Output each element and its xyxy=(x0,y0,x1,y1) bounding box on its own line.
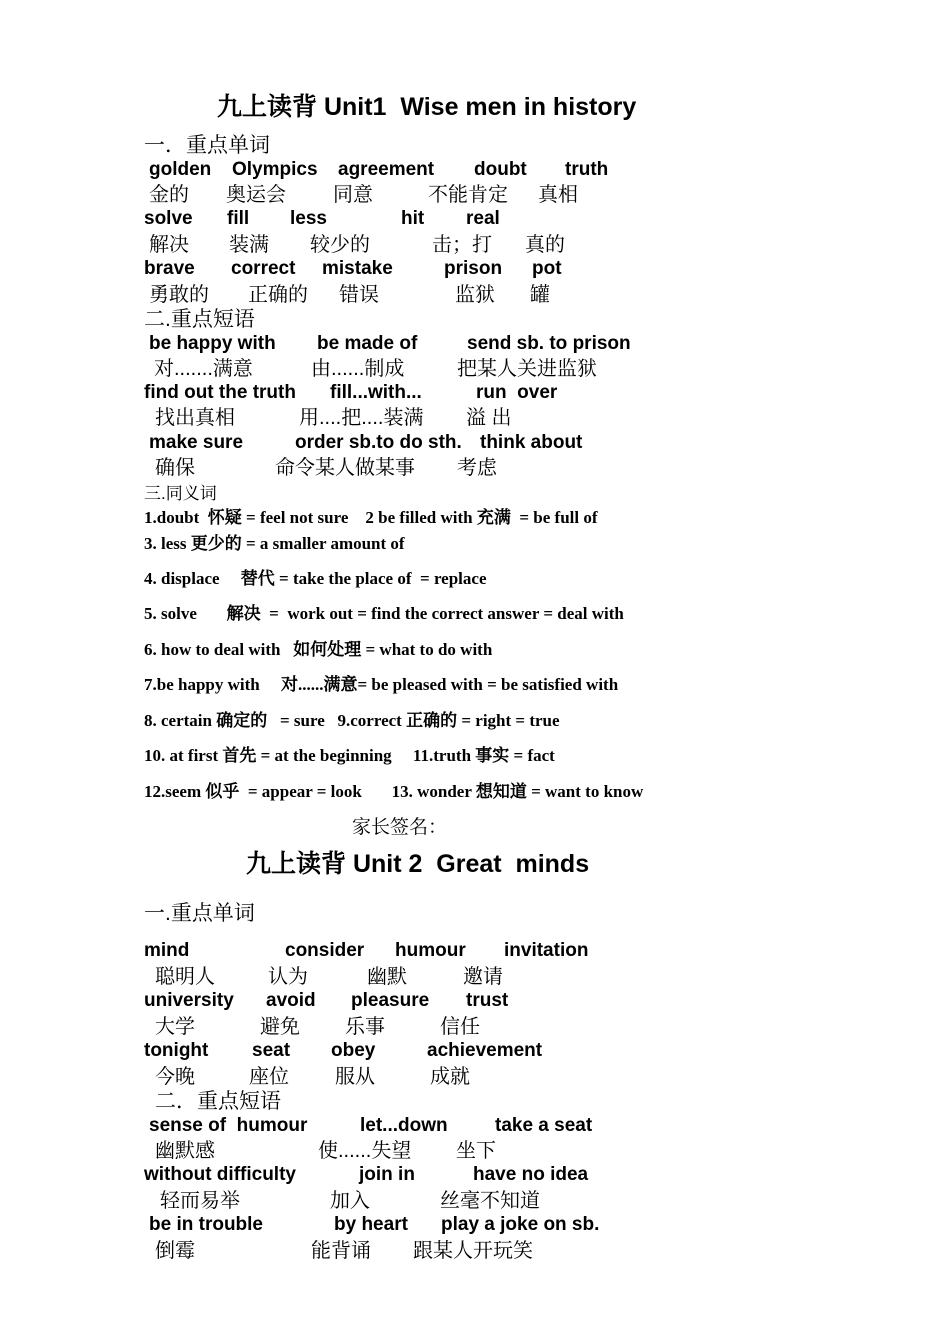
phrase-en: fill...with... xyxy=(330,382,422,403)
word-zh: 邀请 xyxy=(463,966,503,988)
phrase-zh: 考虑 xyxy=(457,457,497,479)
synonym-line: 8. certain 确定的 = sure 9.correct 正确的 = right = true xyxy=(144,711,560,730)
phrase-zh: 用....把....装满 xyxy=(299,407,424,429)
word-en: fill xyxy=(227,208,250,229)
word-en: achievement xyxy=(427,1040,543,1061)
synonym-line: 5. solve 解决 = work out = find the correct answer = deal with xyxy=(144,604,624,623)
phrase-zh: 加入 xyxy=(330,1190,370,1212)
word-zh: 同意 xyxy=(333,184,373,206)
phrase-zh: 确保 xyxy=(155,457,195,479)
unit1-section-synonyms: 三.同义词 xyxy=(144,484,217,503)
unit1-phrases-zh-row xyxy=(0,408,950,432)
parent-signature-label: 家长签名： xyxy=(352,817,448,838)
phrase-en: send sb. to prison xyxy=(467,333,631,354)
word-zh: 罐 xyxy=(530,284,550,306)
word-en: tonight xyxy=(144,1040,209,1061)
word-en: invitation xyxy=(504,940,589,961)
word-zh: 解决 xyxy=(149,234,189,256)
phrase-zh: 找出真相 xyxy=(155,407,235,429)
word-en: mind xyxy=(144,940,190,961)
phrase-en: by heart xyxy=(334,1214,408,1235)
unit2-words-en-row xyxy=(0,991,950,1013)
word-zh: 装满 xyxy=(229,234,269,256)
unit2-phrases-zh-row xyxy=(0,1141,950,1165)
synonym-line: 3. less 更少的 = a smaller amount of xyxy=(144,534,405,553)
phrase-zh: 使......失望 xyxy=(318,1140,412,1162)
unit1-words-zh-row xyxy=(0,185,950,209)
unit2-phrases-zh-row xyxy=(0,1241,950,1265)
word-zh: 聪明人 xyxy=(155,966,215,988)
phrase-en: join in xyxy=(359,1164,415,1185)
unit2-words-zh-row xyxy=(0,967,950,991)
synonym-line: 6. how to deal with 如何处理 = what to do with xyxy=(144,640,493,659)
word-zh: 幽默 xyxy=(367,966,407,988)
phrase-zh: 轻而易举 xyxy=(160,1190,240,1212)
phrase-en: be happy with xyxy=(149,333,276,354)
phrase-en: find out the truth xyxy=(144,382,296,403)
word-en: agreement xyxy=(338,159,435,180)
word-en: obey xyxy=(331,1040,376,1061)
word-en: solve xyxy=(144,208,193,229)
unit2-phrases-en-row xyxy=(0,1215,950,1237)
synonym-line: 10. at first 首先 = at the beginning 11.truth 事实 = fact xyxy=(144,746,555,765)
word-en: prison xyxy=(444,258,503,279)
phrase-zh: 跟某人开玩笑 xyxy=(413,1240,533,1262)
word-en: truth xyxy=(565,159,609,180)
word-zh: 成就 xyxy=(430,1066,470,1088)
phrase-en: play a joke on sb. xyxy=(441,1214,600,1235)
phrase-en: sense of humour xyxy=(149,1115,308,1136)
synonym-line: 12.seem 似乎 = appear = look 13. wonder 想知道 = want to know xyxy=(144,782,644,801)
unit1-words-en-row xyxy=(0,209,950,231)
word-zh: 认为 xyxy=(268,966,308,988)
word-zh: 错误 xyxy=(339,284,379,306)
word-en: less xyxy=(290,208,327,229)
word-en: humour xyxy=(395,940,466,961)
unit1-phrases-en-row xyxy=(0,334,950,356)
word-zh: 不能肯定 xyxy=(428,184,508,206)
unit1-phrases-en-row xyxy=(0,433,950,455)
word-en: pleasure xyxy=(351,990,430,1011)
unit1-words-zh-row xyxy=(0,285,950,309)
word-en: real xyxy=(466,208,500,229)
unit1-title: 九上读背 Unit1 Wise men in history xyxy=(217,93,637,121)
word-zh: 避免 xyxy=(260,1016,300,1038)
unit2-section-phrases: 二．重点短语 xyxy=(155,1090,281,1113)
phrase-zh: 溢 出 xyxy=(466,407,512,429)
phrase-en: be in trouble xyxy=(149,1214,263,1235)
word-zh: 乐事 xyxy=(345,1016,385,1038)
phrase-en: make sure xyxy=(149,432,244,453)
word-zh: 击；打 xyxy=(432,234,492,256)
word-zh: 勇敢的 xyxy=(149,284,209,306)
word-zh: 大学 xyxy=(155,1016,195,1038)
unit2-phrases-zh-row xyxy=(0,1191,950,1215)
unit2-words-en-row xyxy=(0,1041,950,1063)
word-zh: 今晚 xyxy=(155,1066,195,1088)
word-zh: 服从 xyxy=(335,1066,375,1088)
unit2-words-en-row xyxy=(0,941,950,963)
phrase-zh: 幽默感 xyxy=(155,1140,215,1162)
phrase-en: have no idea xyxy=(473,1164,589,1185)
word-zh: 监狱 xyxy=(455,284,495,306)
word-en: consider xyxy=(285,940,365,961)
word-en: seat xyxy=(252,1040,291,1061)
phrase-zh: 对.......满意 xyxy=(154,358,253,380)
word-en: correct xyxy=(231,258,296,279)
unit2-phrases-en-row xyxy=(0,1165,950,1187)
synonym-line: 4. displace 替代 = take the place of = replace xyxy=(144,569,487,588)
unit1-phrases-zh-row xyxy=(0,458,950,482)
word-en: doubt xyxy=(474,159,527,180)
phrase-en: order sb.to do sth. xyxy=(295,432,462,453)
unit1-words-en-row xyxy=(0,259,950,281)
synonym-line: 1.doubt 怀疑 = feel not sure 2 be filled with 充满 = be full of xyxy=(144,508,598,527)
unit1-words-en-row xyxy=(0,160,950,182)
phrase-zh: 能背诵 xyxy=(311,1240,371,1262)
word-en: hit xyxy=(401,208,425,229)
phrase-zh: 丝毫不知道 xyxy=(440,1190,540,1212)
unit1-phrases-zh-row xyxy=(0,359,950,383)
word-zh: 正确的 xyxy=(248,284,308,306)
phrase-en: take a seat xyxy=(495,1115,593,1136)
word-en: trust xyxy=(466,990,509,1011)
unit1-section-phrases: 二.重点短语 xyxy=(144,308,255,331)
phrase-zh: 命令某人做某事 xyxy=(275,457,415,479)
word-en: pot xyxy=(532,258,562,279)
unit1-phrases-en-row xyxy=(0,383,950,405)
word-zh: 座位 xyxy=(249,1066,289,1088)
phrase-zh: 倒霉 xyxy=(155,1240,195,1262)
unit1-words-zh-row xyxy=(0,235,950,259)
phrase-zh: 把某人关进监狱 xyxy=(457,358,597,380)
word-zh: 真相 xyxy=(538,184,578,206)
phrase-en: run over xyxy=(476,382,558,403)
word-zh: 信任 xyxy=(440,1016,480,1038)
phrase-en: be made of xyxy=(317,333,418,354)
unit2-section-words: 一.重点单词 xyxy=(144,902,255,925)
unit2-words-zh-row xyxy=(0,1067,950,1091)
word-en: avoid xyxy=(266,990,316,1011)
word-en: Olympics xyxy=(232,159,318,180)
unit2-words-zh-row xyxy=(0,1017,950,1041)
unit2-phrases-en-row xyxy=(0,1116,950,1138)
phrase-zh: 坐下 xyxy=(456,1140,496,1162)
unit1-section-words: 一．重点单词 xyxy=(144,134,270,157)
word-zh: 奥运会 xyxy=(226,184,286,206)
word-en: golden xyxy=(149,159,212,180)
phrase-en: without difficulty xyxy=(144,1164,296,1185)
word-zh: 较少的 xyxy=(310,234,370,256)
word-en: mistake xyxy=(322,258,393,279)
word-en: university xyxy=(144,990,234,1011)
word-en: brave xyxy=(144,258,195,279)
synonym-line: 7.be happy with 对......满意= be pleased with = be satisfied with xyxy=(144,675,619,694)
phrase-en: think about xyxy=(480,432,583,453)
word-zh: 金的 xyxy=(149,184,189,206)
phrase-zh: 由......制成 xyxy=(311,358,405,380)
unit2-title: 九上读背 Unit 2 Great minds xyxy=(246,850,590,878)
phrase-en: let...down xyxy=(360,1115,448,1136)
word-zh: 真的 xyxy=(525,234,565,256)
